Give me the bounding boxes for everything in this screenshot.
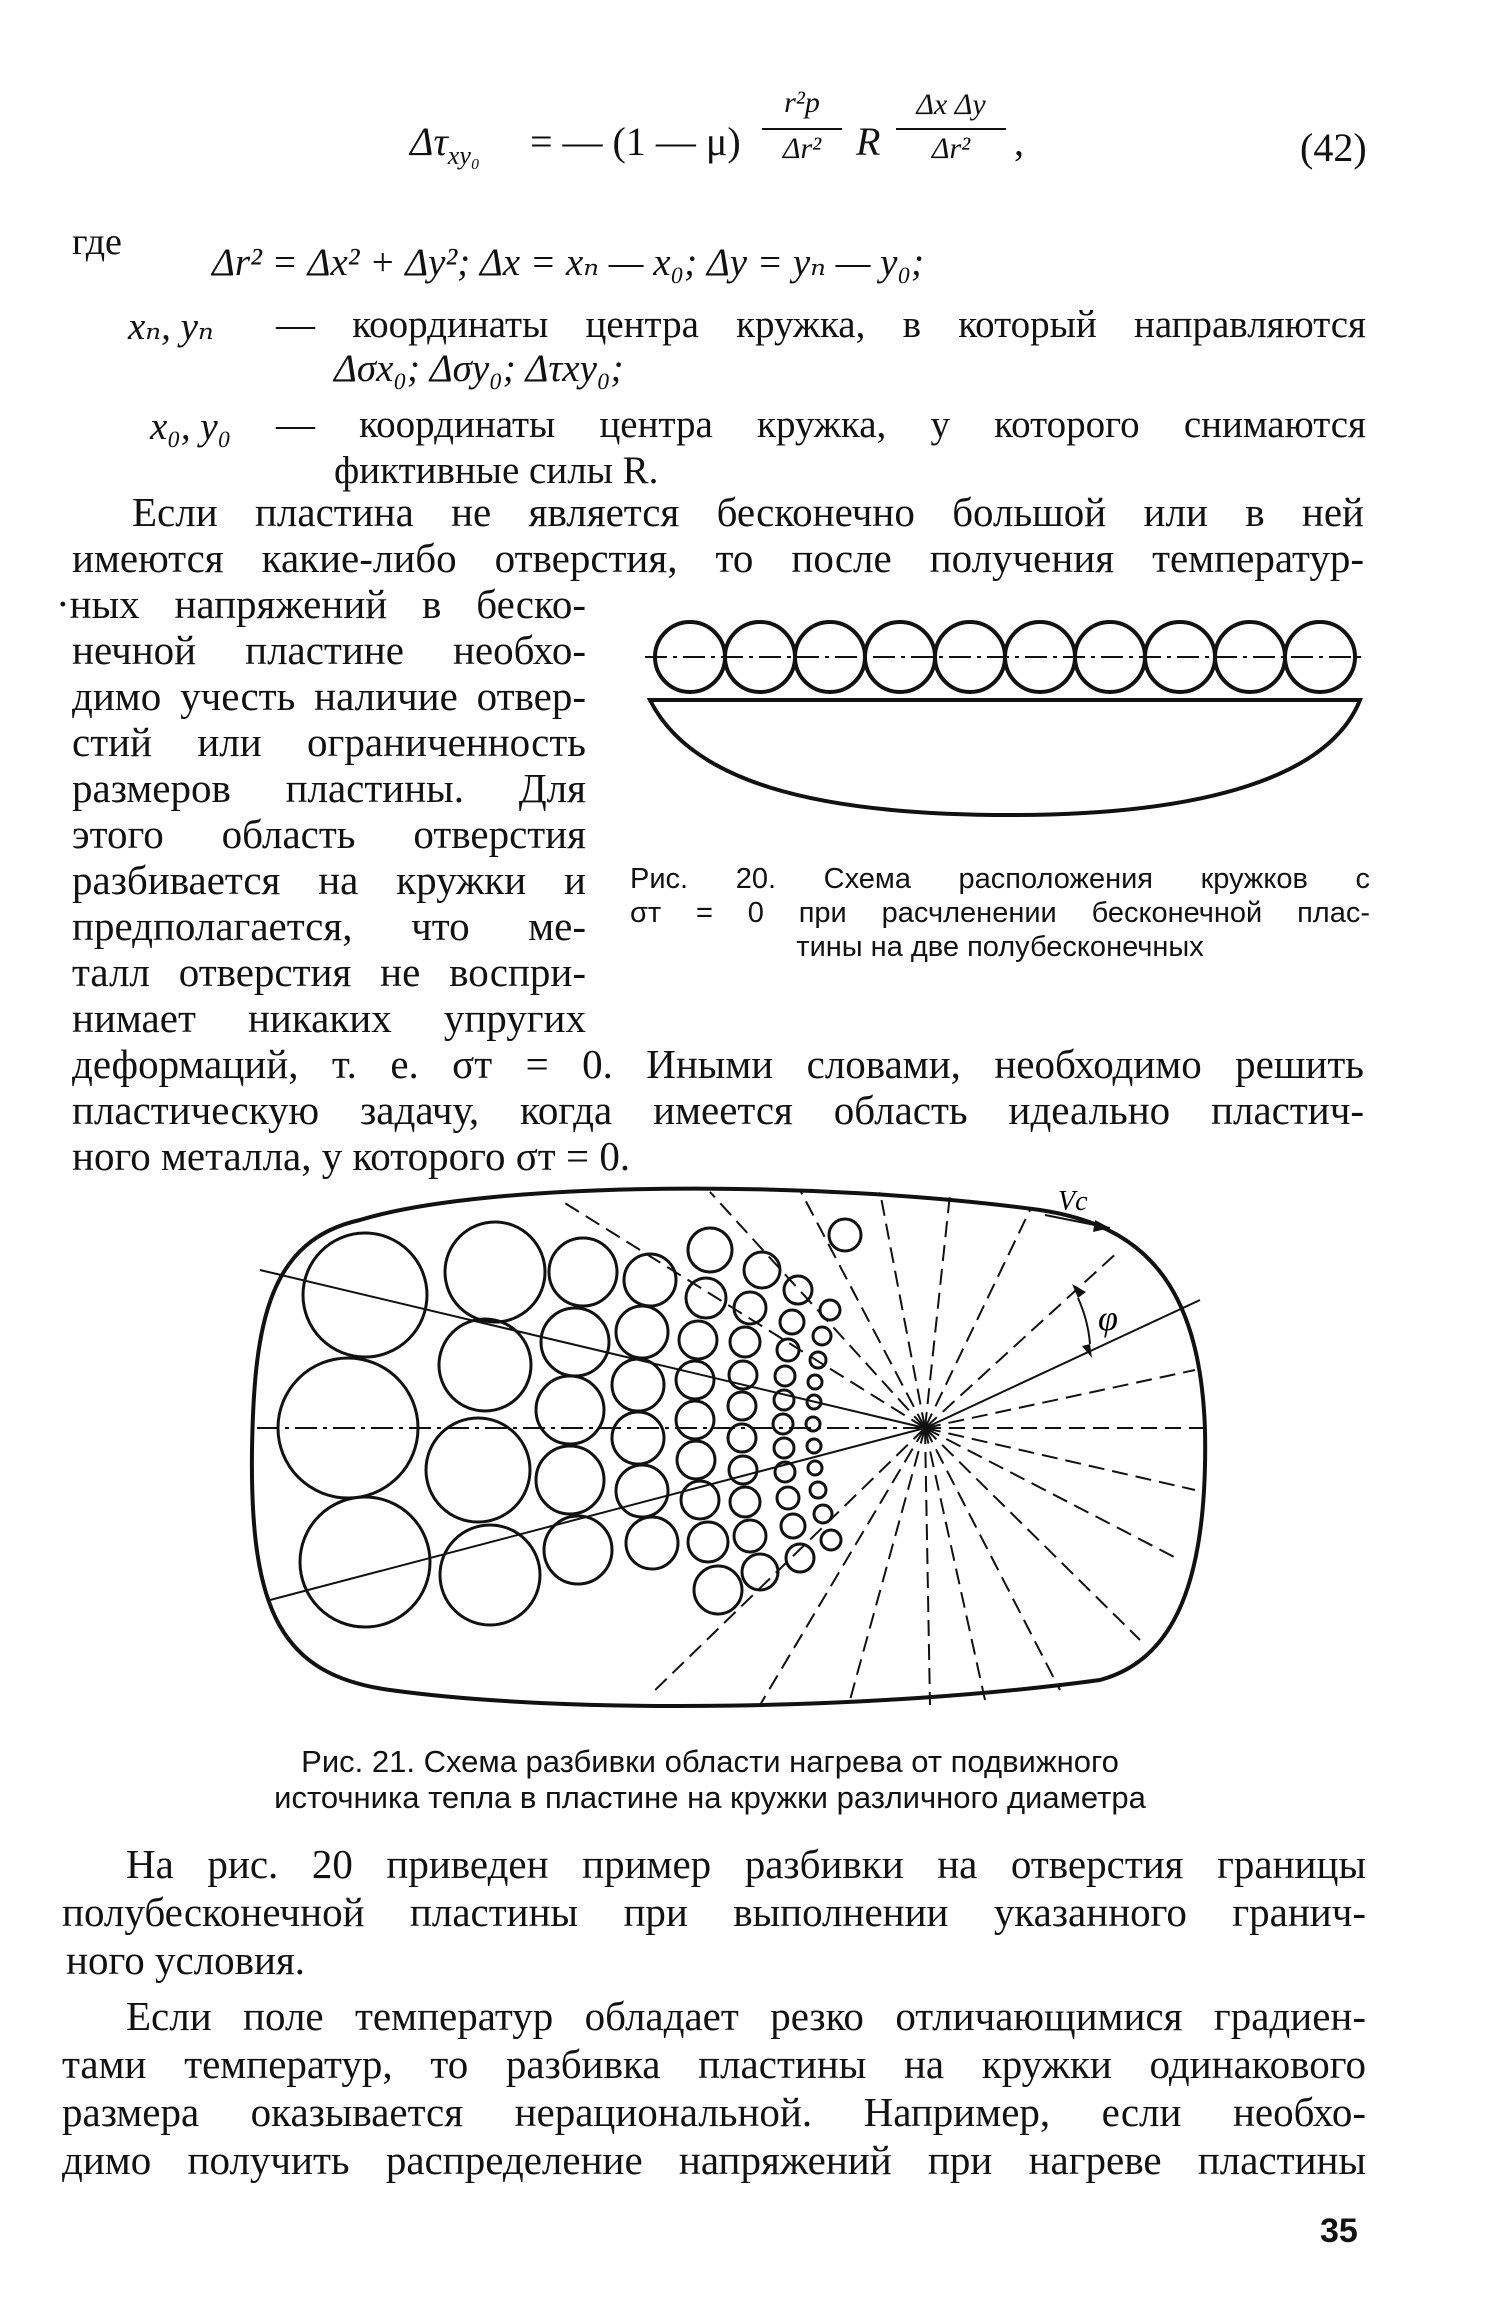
fig21-circle xyxy=(612,1412,664,1464)
fig21-ray xyxy=(925,1428,930,1705)
fig21-circle xyxy=(686,1278,726,1318)
fig21-ray xyxy=(260,1270,925,1428)
fig20-caption-line-1: Рис. 20. Схема расположения кружков с xyxy=(630,863,1370,895)
def-line-1: Δr² = Δx² + Δy²; Δx = xₙ — x₀; Δy = yₙ — y₀; xyxy=(212,241,924,284)
fig21-angle-arc xyxy=(1078,1298,1090,1344)
fig21-circle xyxy=(810,1482,826,1498)
page-number: 35 xyxy=(1320,2212,1358,2250)
fig21-circle xyxy=(688,1228,732,1272)
para3-line-3: размера оказывается нерациональной. Например, если необхо- xyxy=(62,2089,1366,2135)
fig21-circle xyxy=(688,1522,728,1562)
def-xn-text: — координаты центра кружка, в который направляются xyxy=(276,303,1366,346)
formula-42 xyxy=(410,80,1090,190)
para1-line-6: стий или ограниченность xyxy=(72,719,586,765)
fig21-circle xyxy=(729,1456,757,1484)
def-xn-text-2: Δσx₀; Δσy₀; Δτxy₀; xyxy=(334,347,624,390)
fig21-ray xyxy=(925,1194,950,1428)
fig21-circle xyxy=(694,1566,742,1614)
figure-21 xyxy=(240,1180,1220,1720)
def-x0-text: — координаты центра кружка, у которого снимаются xyxy=(276,403,1366,446)
para1-line-1: Если пластина не является бесконечно большой или в ней xyxy=(132,489,1364,535)
fig21-circle xyxy=(774,1438,794,1458)
formula-frac2-num: Δx Δy xyxy=(916,88,986,121)
formula-lhs-sub: xy₀ xyxy=(447,141,480,170)
fig21-circle xyxy=(616,1465,668,1517)
fig21-plate-outline xyxy=(252,1189,1205,1706)
formula-lhs-symbol: Δτ xyxy=(410,119,448,164)
fig21-circle xyxy=(439,1319,531,1411)
fig21-circle xyxy=(616,1306,668,1358)
fig21-ray xyxy=(925,1428,985,1700)
fig21-circle xyxy=(821,1530,841,1550)
para1-line-14: пластическую задачу, когда имеется область идеально пластич- xyxy=(72,1087,1364,1133)
figure-20 xyxy=(630,605,1370,820)
para1-line-2: имеются какие-либо отверстия, то после получения температур- xyxy=(72,535,1364,581)
where-label: где xyxy=(72,221,122,263)
fig20-caption-line-3: тины на две полубесконечных xyxy=(796,931,1204,963)
fig21-ray xyxy=(880,1192,925,1428)
fig21-circle xyxy=(777,1487,799,1509)
fig21-circle xyxy=(730,1327,760,1357)
fig21-circle xyxy=(742,1554,778,1590)
def-x0-text-2: фиктивные силы R. xyxy=(334,449,659,492)
formula-lhs xyxy=(410,118,480,171)
fig21-circle xyxy=(814,1505,832,1523)
fig21-circle xyxy=(536,1376,604,1444)
equation-number: (42) xyxy=(1300,125,1367,170)
fig21-ray xyxy=(925,1250,1120,1428)
fig21-circle xyxy=(808,1375,822,1389)
fig21-circle xyxy=(624,1254,676,1306)
fig21-caption-line-1: Рис. 21. Схема разбивки области нагрева от подвижного xyxy=(301,1744,1119,1779)
para1-line-5: димо учесть наличие отвер- xyxy=(72,673,586,719)
fig21-circle xyxy=(829,1219,861,1251)
fig21-circle xyxy=(807,1439,821,1453)
fig21-ray xyxy=(925,1428,1180,1560)
formula-eq-mid: = — (1 — μ) xyxy=(530,119,741,164)
formula-frac1-num: r²p xyxy=(784,86,820,119)
fig21-circle xyxy=(426,1418,530,1522)
formula-frac2-bar xyxy=(896,128,1006,130)
fig21-circle xyxy=(744,1252,780,1288)
para1-line-7: размеров пластины. Для xyxy=(72,765,586,811)
fig21-circle xyxy=(806,1417,820,1431)
para1-line-3: ·ных напряжений в беско- xyxy=(56,581,586,627)
fig21-ray xyxy=(850,1428,925,1700)
fig20-caption-line-2: σт = 0 при расчленении бесконечной плас- xyxy=(630,897,1370,929)
fig21-circle xyxy=(300,1497,430,1627)
fig21-ray xyxy=(925,1428,1140,1640)
fig21-ray xyxy=(925,1300,1200,1428)
fig21-circle xyxy=(781,1514,805,1538)
fig21-ray xyxy=(925,1370,1195,1428)
fig21-caption xyxy=(210,1744,1210,1816)
fig21-circle xyxy=(784,1276,812,1304)
fig21-circle xyxy=(549,1238,617,1306)
fig21-circle xyxy=(808,1461,822,1475)
fig21-circle xyxy=(677,1441,715,1479)
def-xn-label: xₙ, yₙ xyxy=(128,305,214,348)
fig21-circle xyxy=(536,1446,604,1514)
fig20-plate xyxy=(650,700,1360,815)
fig21-circle xyxy=(676,1401,714,1439)
para1-line-10: предполагается, что ме- xyxy=(72,903,586,949)
fig21-circle xyxy=(780,1310,804,1334)
para1-line-11: талл отверстия не воспри- xyxy=(72,949,586,995)
para1-line-15: ного металла, у которого σт = 0. xyxy=(72,1133,631,1179)
para3-line-4: димо получить распределение напряжений при нагреве пластины xyxy=(62,2137,1366,2183)
fig21-circle xyxy=(773,1414,793,1434)
fig21-circle xyxy=(775,1366,795,1386)
formula-frac2-den: Δr² xyxy=(931,132,971,165)
para3-line-2: тами температур, то разбивка пластины на кружки одинакового xyxy=(62,2041,1366,2087)
fig21-ray xyxy=(925,1428,1195,1490)
para3-line-1: Если поле температур обладает резко отличающимися градиен- xyxy=(126,1993,1366,2039)
fig21-circle xyxy=(813,1327,831,1345)
fig21-circle xyxy=(820,1300,840,1320)
formula-comma: , xyxy=(1014,119,1024,164)
fig21-heat-source xyxy=(921,1424,929,1432)
fig21-ray xyxy=(270,1428,925,1600)
para1-line-8: этого область отверстия xyxy=(72,811,586,857)
fig21-circle xyxy=(445,1222,545,1322)
fig21-circle xyxy=(774,1390,794,1410)
para2-line-1: На рис. 20 приведен пример разбивки на отверстия границы xyxy=(126,1841,1366,1887)
fig21-circle xyxy=(440,1525,540,1625)
fig21-angle-label: φ xyxy=(1098,1298,1118,1338)
fig21-ray xyxy=(760,1428,925,1705)
para1-line-4: нечной пластине необхо- xyxy=(72,627,586,673)
fig21-circle xyxy=(679,1321,717,1359)
fig21-circle xyxy=(626,1517,678,1569)
fig21-circle xyxy=(777,1339,799,1361)
fig21-ray xyxy=(925,1428,1060,1690)
fig20-caption xyxy=(630,862,1370,964)
para1-line-13: деформаций, т. е. σт = 0. Иными словами, необходимо решить xyxy=(72,1041,1364,1087)
def-x0-label: x₀, y₀ xyxy=(150,405,232,448)
fig21-circle xyxy=(734,1520,766,1552)
para2-line-3: ного условия. xyxy=(66,1937,306,1983)
formula-frac1-den: Δr² xyxy=(782,132,822,165)
para1-line-9: разбивается на кружки и xyxy=(72,857,586,903)
para2-line-2: полубесконечной пластины при выполнении указанного гранич- xyxy=(62,1889,1366,1935)
formula-R: R xyxy=(856,119,881,164)
fig21-angle-arrowhead-bottom xyxy=(1082,1344,1092,1358)
fig21-circle xyxy=(544,1516,612,1584)
fig21-caption-line-2: источника тепла в пластине на кружки различного диаметра xyxy=(274,1780,1146,1815)
fig21-ray xyxy=(925,1210,1030,1428)
fig21-circle xyxy=(676,1361,714,1399)
formula-frac1-bar xyxy=(762,128,842,130)
fig21-circle xyxy=(730,1487,760,1517)
fig21-circle xyxy=(541,1308,609,1376)
para1-line-12: нимает никаких упругих xyxy=(72,995,586,1041)
fig21-circle xyxy=(728,1392,756,1420)
fig21-circle xyxy=(612,1359,664,1411)
fig21-circles xyxy=(278,1219,861,1627)
fig21-velocity-label: Vc xyxy=(1058,1186,1088,1217)
